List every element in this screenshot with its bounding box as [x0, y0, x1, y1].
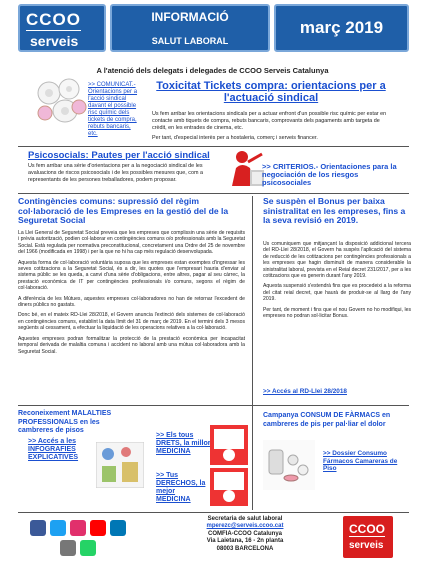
- web-icon[interactable]: [60, 540, 76, 556]
- column-divider: [252, 405, 253, 510]
- medicina-poster-es: [210, 468, 248, 506]
- psicosocials-title[interactable]: Psicosocials: Pautes per l'acció sindical: [28, 150, 210, 161]
- tickets-body-p1: Us fem arribar les orientacions sindicals per a actuar enfront d'un possible risc químic per estar en contacte amb tiquets de compra, rebuts bancaris, comprovants dels pagaments amb targeta de crèdit, en les entrades de cinema, etc.: [152, 111, 387, 131]
- tickets-body-p2: Per tant, d'especial interès per a hostaleria, comerç i serveis financer.: [152, 135, 318, 141]
- header-subtitle: SALUT LABORAL: [151, 36, 229, 46]
- footer-email-link[interactable]: mperezc@serveis.ccoo.cat: [206, 523, 284, 530]
- footer-city: 08003 BARCELONA: [216, 545, 274, 552]
- medicina-poster-ca: [210, 425, 248, 465]
- footer-org: COMFIA-CCOO Catalunya: [207, 530, 282, 537]
- divider: [18, 405, 409, 406]
- footer-logo-top: CCOO: [349, 522, 385, 536]
- contingencies-p4: Donc bé, en el mateix RD-Llei 28/2018, el Govern anuncia l'extinció dels sistemes de col·laboració en contingències comuns, establint la data límit del 31 de març de 2019. En el termini dels 3 mesos següents al cessament, a efectuar la liquidació de les operacions relatives a la col·laboració.: [18, 312, 245, 332]
- contingencies-title: Contingències comuns: supressió del règim col·laboració de les Empreses en la gestió del de la Seguretat Social: [18, 196, 229, 226]
- bonus-p1: Us comuniquem que mitjançant la disposició addicional tercera del RD-Llei 28/2018, el Govern ha suspès l'aplicació del sistema de reducció de les cotitzacions per contingències professionals a les empreses que hagin disminuït de manera considerable la sinistralitat laboral, prevista en el Reial decret 231/2017, per a les cotitzacions que es generin durant l'any 2019.: [263, 241, 411, 280]
- header-title: INFORMACIÓ: [151, 10, 229, 24]
- contingencies-p5: Aquestes empreses podran formalitzar la protecció de la prestació econòmica per incapacitat temporal derivada de malaltia comuna i accident no laboral amb una mútua col·laboradora amb la Seguretat Social.: [18, 335, 245, 355]
- bonus-p3: Per tant, de moment i fins que el nou Govern no ho modifiqui, les empreses no podran sol·licitar Bonus.: [263, 306, 411, 320]
- stressed-person-image: [228, 148, 266, 188]
- telegram-icon[interactable]: [80, 540, 96, 556]
- linkedin-icon[interactable]: [110, 520, 126, 536]
- psicosocials-body: Us fem arribar una sèrie d'orientacions per a la negociació sindical de les avaluacions de riscos psicosocials i de les possibles mesures que, com a representants de les persones treballadores, podem proposar.: [28, 163, 203, 183]
- farmacs-title: Campanya CONSUM DE FÀRMACS en cambreres de pis per pal·liar el dolor: [263, 412, 391, 428]
- malalties-title: Reconeixement MALALTIES PROFESSIONALS en les cambreres de pisos: [18, 410, 112, 435]
- logo-top-text: CCOO: [26, 10, 81, 29]
- footer-ccoo-logo: [343, 516, 393, 558]
- footer-contact: [150, 516, 340, 553]
- tickets-article-title[interactable]: Toxicitat Tickets compra: orientacions per a l'actuació sindical: [156, 80, 386, 104]
- logo-bottom-text: serveis: [30, 33, 79, 49]
- divider: [18, 146, 409, 147]
- footer-address: Via Laietana, 16 - 2n planta: [206, 538, 284, 545]
- criterios-link[interactable]: >> CRITERIOS.- Orientaciones para la negociación de los riesgos psicosociales: [262, 162, 397, 187]
- divider: [18, 512, 409, 513]
- comunicat-link[interactable]: >> COMUNICAT.- Orientacions per a l'acció sindical davant el possible risc químic dels tickets de compra, rebuts bancaris, etc.: [88, 82, 138, 137]
- drets-link[interactable]: >> Els tous DRETS, la millor MEDICINA: [156, 432, 211, 455]
- rd-llei-link[interactable]: >> Accés al RD-Llei 28/2018: [263, 388, 347, 395]
- ccoo-serveis-logo: [18, 4, 106, 52]
- infographic-image: [96, 442, 144, 488]
- dossier-link[interactable]: >> Dossier Consumo Fármacos Camareras de Piso: [323, 450, 398, 473]
- contingencies-p2: Aquesta forma de col·laboració voluntària suposa que les empreses estan exemptes d'ingressar les seves cotitzacions a la Seguretat Social, és a dir, les quotes que l'empresari hauria d'enviar al sistema públic se les queda, a canvi d'una sèrie d'obligacions, entre altres, pagar al seu càrrec, la prestació econòmica de IT per contingències professionals i/o comuns, segons el règim de col·laboració.: [18, 259, 245, 292]
- header: [18, 4, 409, 56]
- footer-secretaria: Secretaria de salut laboral: [207, 516, 283, 522]
- bonus-title: Se suspèn el Bonus per baixa sinistralitat en les empreses, fins a la seva revisió en 2019.: [263, 196, 406, 226]
- twitter-icon[interactable]: [50, 520, 66, 536]
- footer-logo-bottom: serveis: [349, 540, 384, 551]
- contingencies-body: [18, 230, 245, 359]
- pills-image: [263, 440, 315, 490]
- header-date: març 2019: [274, 4, 409, 52]
- infografies-link[interactable]: >> Accés a les INFOGRAFIES EXPLICATIVES: [28, 438, 79, 462]
- instagram-icon[interactable]: [70, 520, 86, 536]
- youtube-icon[interactable]: [90, 520, 106, 536]
- bonus-p2: Aquesta suspensió s'estendrà fins que es procedeixi a la reforma del citat reial decret, que haurà de produir-se al llarg de l'any 2019.: [263, 283, 411, 303]
- bonus-body: [263, 241, 411, 323]
- intro-line: A l'atenció dels delegats i delegades de CCOO Serveis Catalunya: [96, 66, 329, 75]
- divider: [18, 193, 409, 194]
- contingencies-p3: A diferència de les Mútues, aquestes empreses col·laboradores no han de retornar l'excedent de diners públics no gastats.: [18, 295, 245, 309]
- facebook-icon[interactable]: [30, 520, 46, 536]
- contingencies-p1: La Llei General de Seguretat Social preveia que les empreses que complissin una sèrie de requisits i prèvia autorització, podien col·laborar en contingències comuns o/o professionals amb la Seguretat Social. Està regulada per normativa preconstitucional, concretament una Ordre del 25 de novembre del 1966 (modificada en 1998) i per la que no hi ha cap més regulació desenvolupada.: [18, 230, 245, 256]
- header-title-box: [110, 4, 270, 52]
- derechos-link[interactable]: >> Tus DERECHOS, la mejor MEDICINA: [156, 472, 206, 503]
- tickets-article-body: [152, 111, 392, 142]
- receipt-rolls-image: [35, 77, 90, 125]
